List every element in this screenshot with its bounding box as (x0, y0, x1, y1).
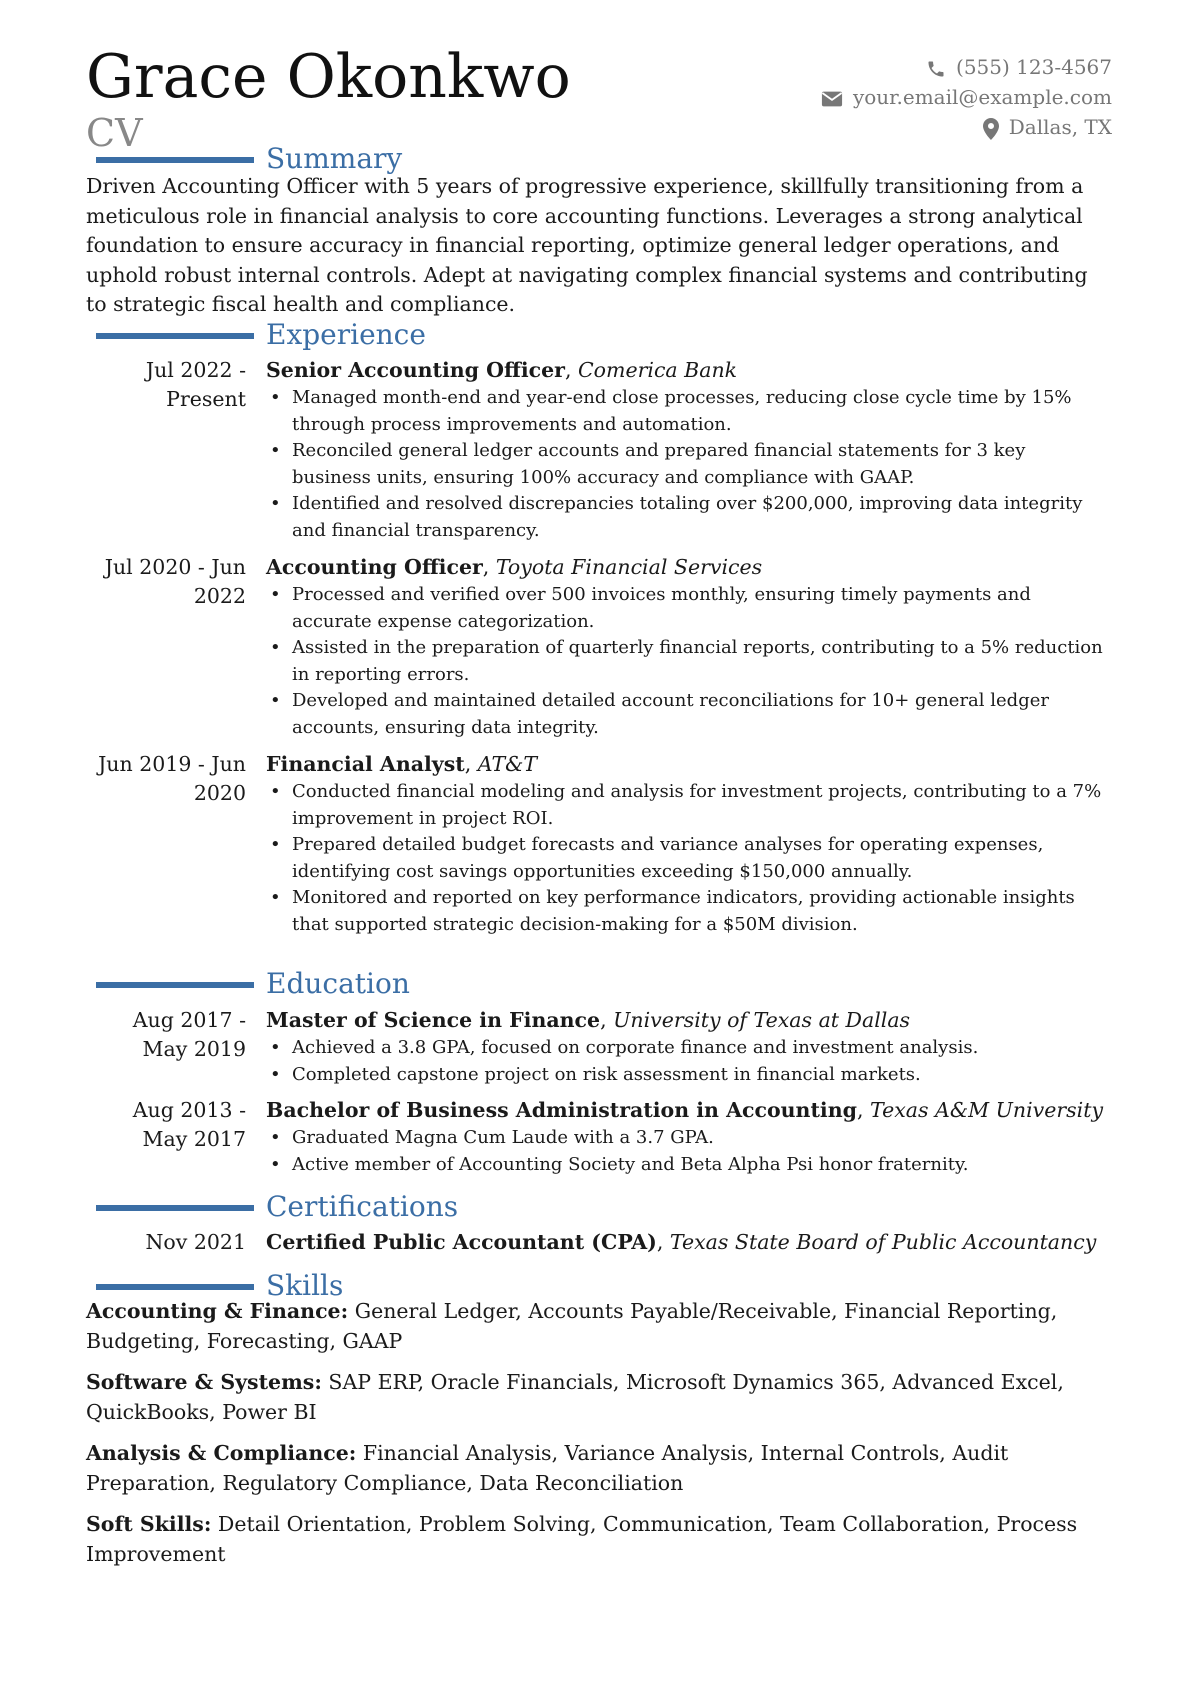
entry-organization: AT&T (477, 752, 538, 776)
skill-items: SAP ERP, Oracle Financials, Microsoft Dynamics 365, Advanced Excel, QuickBooks, Power BI (86, 1370, 1064, 1424)
envelope-icon (821, 90, 843, 108)
section-title: Experience (266, 318, 426, 351)
contact-phone[interactable] (692, 52, 1112, 82)
entry-degree: Bachelor of Business Administration in Accounting (266, 1098, 857, 1122)
entry-date: Jul 2022 - Present (145, 358, 246, 411)
section-accent-bar (96, 1284, 254, 1290)
contact-email[interactable] (692, 82, 1112, 112)
skill-row (86, 1439, 1110, 1498)
list-item: • Completed capstone project on risk assessment in financial markets. (266, 1062, 1108, 1089)
entry-heading: Financial Analyst, AT&T (266, 752, 538, 776)
entry-institution: University of Texas at Dallas (613, 1008, 911, 1032)
entry-certification: Certified Public Accountant (CPA) (266, 1230, 657, 1254)
list-item: • Processed and verified over 500 invoices monthly, ensuring timely payments and accurate expense categorization. (266, 582, 1108, 635)
location-text: Dallas, TX (1008, 115, 1112, 139)
entry-heading: Certified Public Accountant (CPA), Texas State Board of Public Accountancy (266, 1230, 1097, 1254)
entry-bullets (266, 1035, 1108, 1088)
phone-icon (926, 59, 946, 79)
entry-heading: Senior Accounting Officer, Comerica Bank (266, 358, 738, 382)
document-subtitle: CV (86, 111, 143, 155)
entry-issuer: Texas State Board of Public Accountancy (669, 1230, 1097, 1254)
list-item: • Managed month-end and year-end close processes, reducing close cycle time by 15% through process improvements and automation. (266, 385, 1108, 438)
list-item: • Active member of Accounting Society and Beta Alpha Psi honor fraternity. (266, 1152, 1108, 1179)
section-title: Summary (266, 142, 403, 175)
contact-block (692, 52, 1112, 142)
skill-category: Analysis & Compliance: (86, 1441, 357, 1465)
entry-institution: Texas A&M University (870, 1098, 1104, 1122)
entry-bullets (266, 1125, 1108, 1178)
contact-location (692, 112, 1112, 142)
skill-row (86, 1510, 1110, 1569)
list-item: • Reconciled general ledger accounts and prepared financial statements for 3 key business units, ensuring 100% accuracy and compliance with GAAP. (266, 438, 1108, 491)
section-header-certifications (0, 1189, 1190, 1225)
skill-row (86, 1297, 1110, 1356)
entry-organization: Comerica Bank (577, 358, 738, 382)
list-item: • Achieved a 3.8 GPA, focused on corporate finance and investment analysis. (266, 1035, 1108, 1062)
skill-items: Financial Analysis, Variance Analysis, Internal Controls, Audit Preparation, Regulatory Compliance, Data Reconciliation (86, 1441, 1009, 1495)
summary-text: Driven Accounting Officer with 5 years of progressive experience, skillfully transitioning from a meticulous role in financial analysis to core accounting functions. Leverages a strong analytical foundation to ensure accuracy in financial reporting, optimize general ledger operations, and uphold robust internal controls. Adept at navigating complex financial systems and contributing to strategic fiscal health and compliance. (86, 174, 1088, 316)
skill-items: General Ledger, Accounts Payable/Receivable, Financial Reporting, Budgeting, Forecasting, GAAP (86, 1299, 1058, 1353)
skill-items: Detail Orientation, Problem Solving, Communication, Team Collaboration, Process Improvement (86, 1512, 1078, 1566)
entry-date: Aug 2017 - May 2019 (132, 1008, 246, 1061)
entry-bullets (266, 385, 1108, 544)
list-item: • Identified and resolved discrepancies totaling over $200,000, improving data integrity and financial transparency. (266, 491, 1108, 544)
skill-row (86, 1368, 1110, 1427)
entry-heading: Master of Science in Finance, University of Texas at Dallas (266, 1008, 911, 1032)
section-header-experience (0, 317, 1190, 353)
entry-bullets (266, 779, 1108, 938)
list-item: • Prepared detailed budget forecasts and variance analyses for operating expenses, identifying cost savings opportunities exceeding $150,000 annually. (266, 832, 1108, 885)
section-accent-bar (96, 157, 254, 163)
section-header-education (0, 966, 1190, 1002)
list-item: • Conducted financial modeling and analysis for investment projects, contributing to a 7% improvement in project ROI. (266, 779, 1108, 832)
skill-category: Soft Skills: (86, 1512, 212, 1536)
list-item: • Developed and maintained detailed account reconciliations for 10+ general ledger accounts, ensuring data integrity. (266, 688, 1108, 741)
entry-degree: Master of Science in Finance (266, 1008, 601, 1032)
entry-date: Nov 2021 (145, 1230, 246, 1254)
skill-category: Accounting & Finance: (86, 1299, 349, 1323)
entry-role: Financial Analyst (266, 752, 465, 776)
entry-role: Senior Accounting Officer (266, 358, 565, 382)
entry-date: Aug 2013 - May 2017 (132, 1098, 246, 1151)
entry-role: Accounting Officer (266, 555, 483, 579)
section-title: Education (266, 967, 410, 1000)
section-accent-bar (96, 1205, 254, 1211)
section-accent-bar (96, 982, 254, 988)
map-pin-icon (983, 118, 999, 140)
entry-organization: Toyota Financial Services (495, 555, 763, 579)
list-item: • Assisted in the preparation of quarterly financial reports, contributing to a 5% reduction in reporting errors. (266, 635, 1108, 688)
entry-heading: Bachelor of Business Administration in Accounting, Texas A&M University (266, 1098, 1104, 1122)
section-accent-bar (96, 333, 254, 339)
list-item: • Graduated Magna Cum Laude with a 3.7 GPA. (266, 1125, 1108, 1152)
skill-category: Software & Systems: (86, 1370, 322, 1394)
entry-bullets (266, 582, 1108, 741)
list-item: • Monitored and reported on key performance indicators, providing actionable insights that supported strategic decision-making for a $50M division. (266, 885, 1108, 938)
section-title: Certifications (266, 1190, 459, 1223)
entry-date: Jun 2019 - Jun 2020 (98, 752, 246, 805)
entry-heading: Accounting Officer, Toyota Financial Services (266, 555, 763, 579)
entry-date: Jul 2020 - Jun 2022 (104, 555, 246, 608)
candidate-name: Grace Okonkwo (86, 42, 571, 112)
phone-text: (555) 123-4567 (956, 55, 1112, 79)
email-text: your.email@example.com (852, 85, 1112, 109)
section-title: Skills (266, 1269, 344, 1302)
